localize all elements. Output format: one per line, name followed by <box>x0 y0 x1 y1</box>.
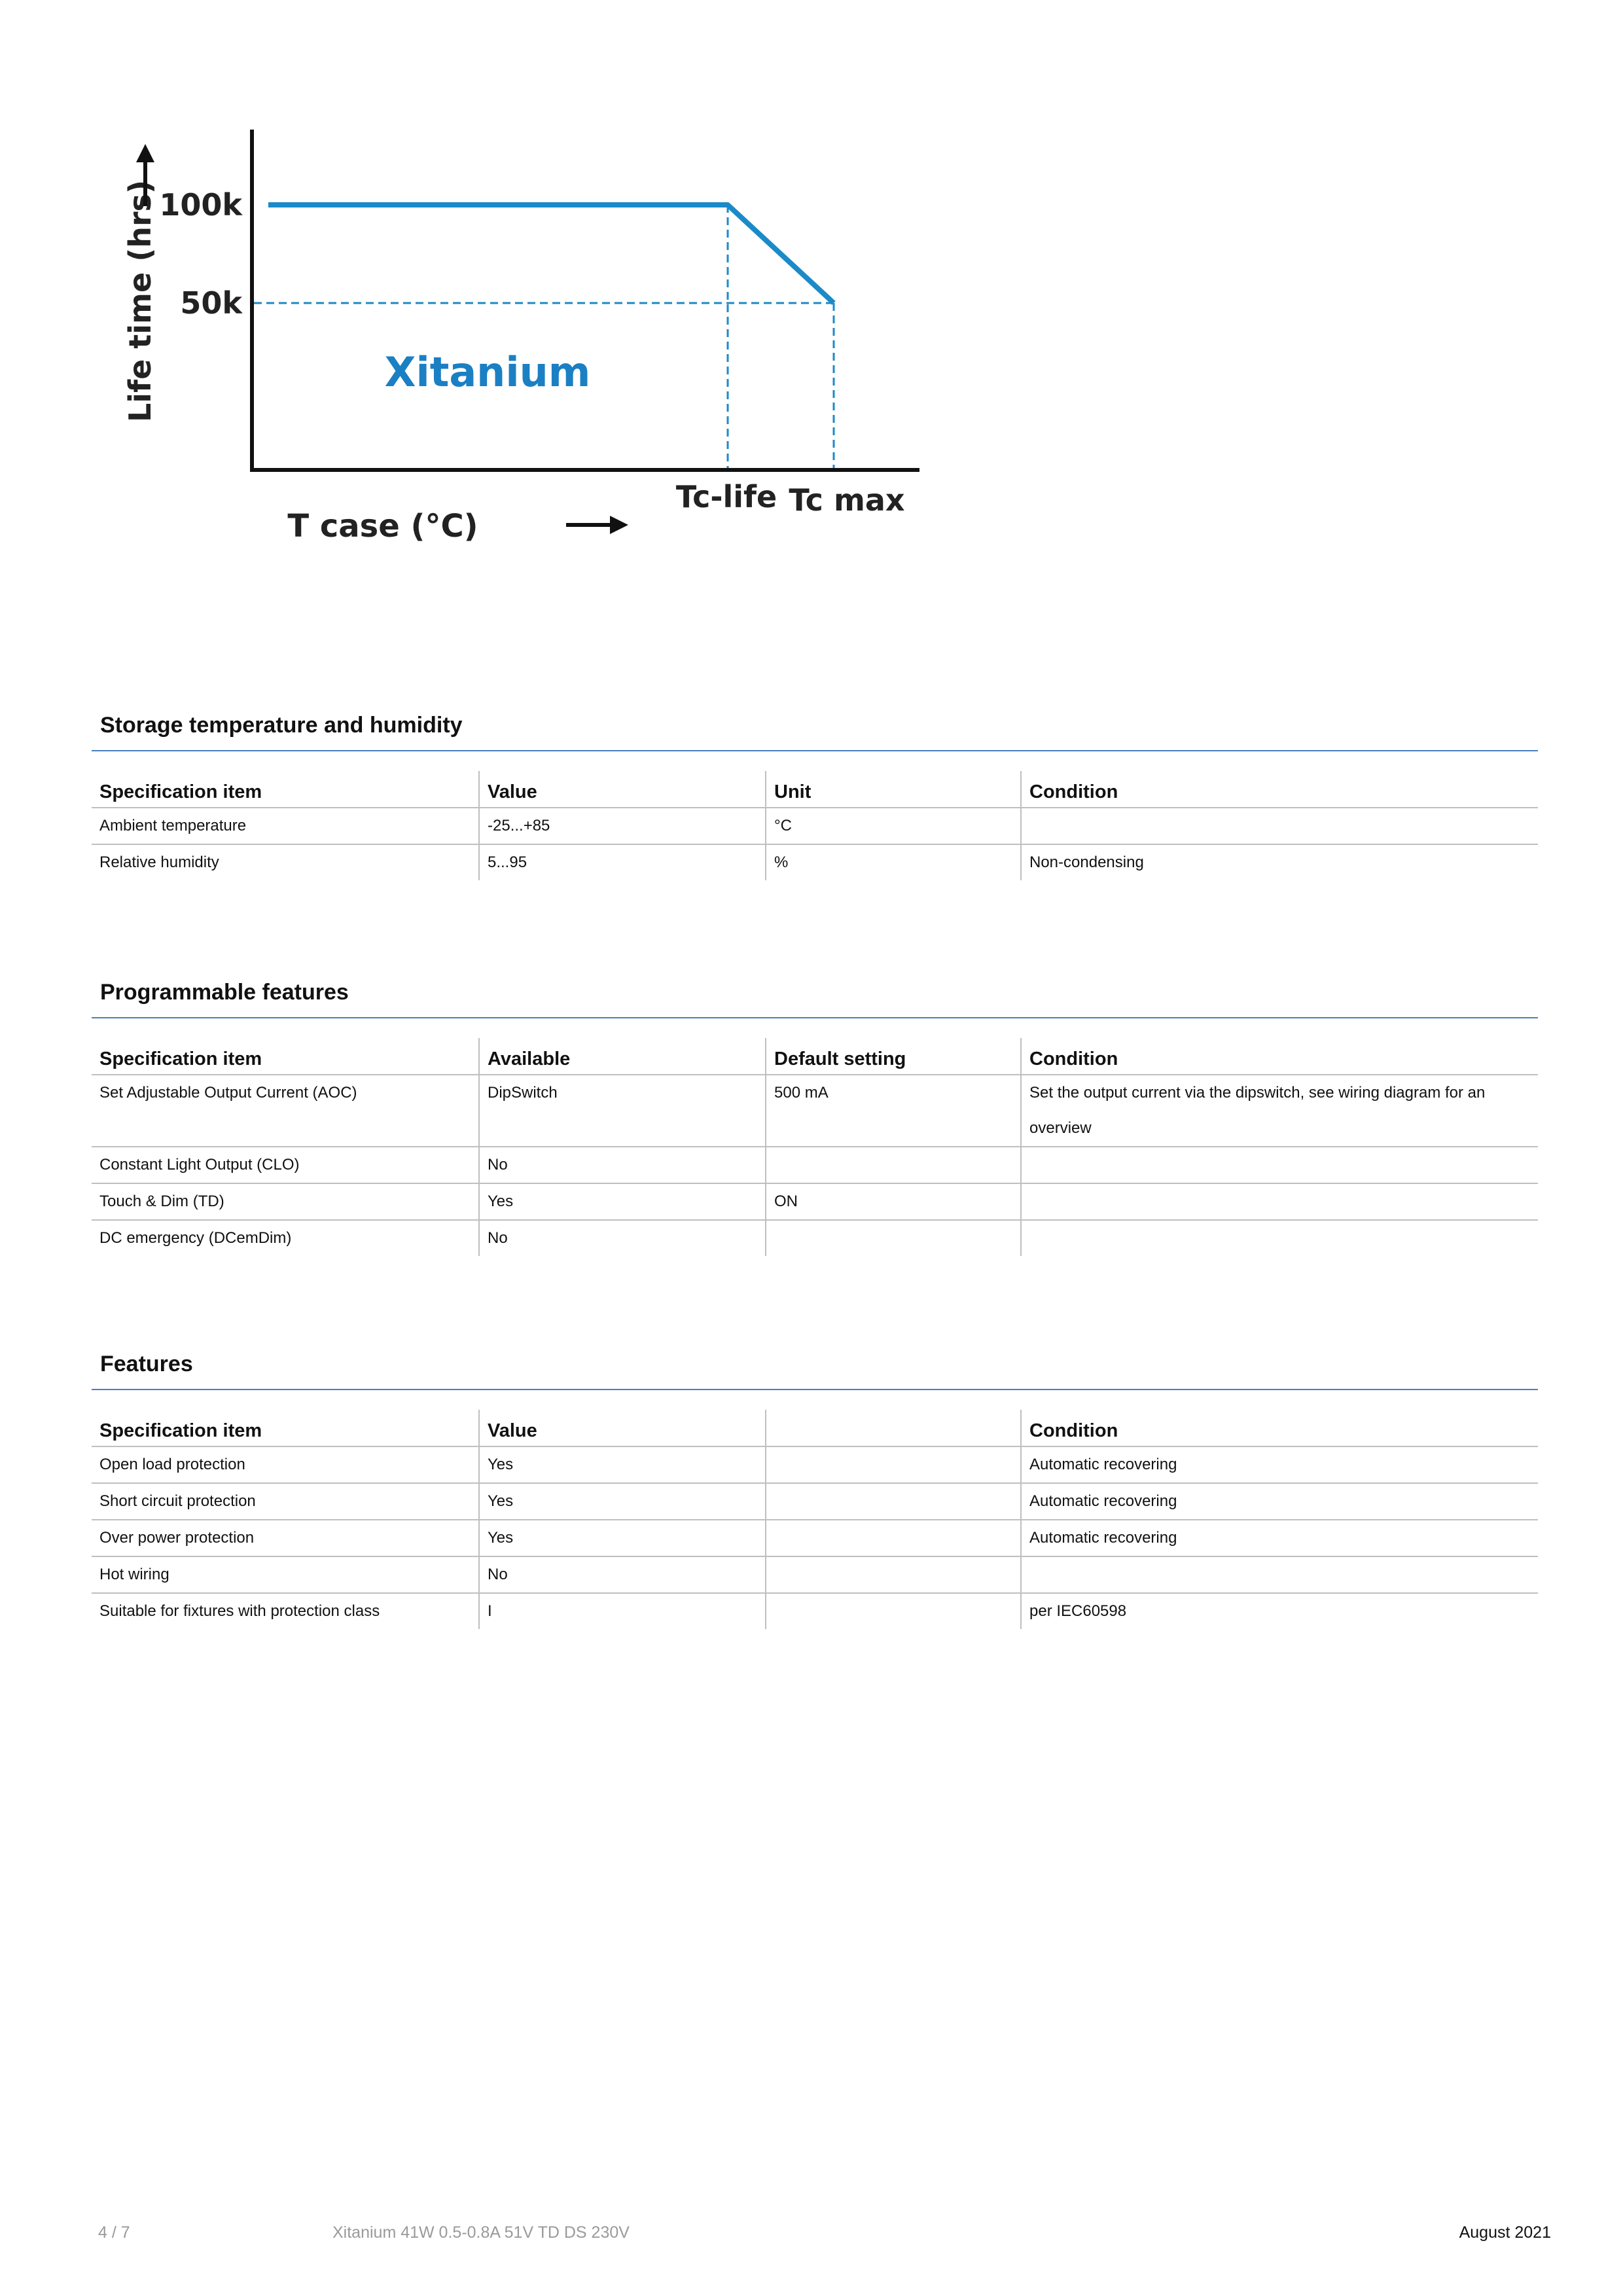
column-header: Value <box>479 771 766 808</box>
table-cell <box>1021 808 1538 844</box>
section-divider <box>92 1389 1538 1390</box>
section-divider <box>92 1017 1538 1018</box>
x-axis-arrow-icon <box>566 516 628 534</box>
brand-label: Xitanium <box>384 348 591 396</box>
table-cell: Yes <box>479 1183 766 1220</box>
storage-section <box>92 712 1538 880</box>
table-row <box>92 808 1538 844</box>
table-cell <box>766 1556 1021 1593</box>
table-cell: % <box>766 844 1021 880</box>
section-title: Storage temperature and humidity <box>100 713 463 738</box>
table-cell <box>1021 1556 1538 1593</box>
section-title: Programmable features <box>100 980 349 1005</box>
page-footer <box>98 2223 1551 2250</box>
table-row <box>92 1220 1538 1256</box>
y-axis-label: Life time (hrs) <box>122 179 158 422</box>
column-header <box>766 1410 1021 1446</box>
x-tick-label: Tc max <box>789 482 905 518</box>
table-header-row <box>92 1038 1538 1075</box>
table-row <box>92 1446 1538 1483</box>
table-cell: Non-condensing <box>1021 844 1538 880</box>
table-cell <box>766 1483 1021 1520</box>
table-cell: -25...+85 <box>479 808 766 844</box>
table-cell: °C <box>766 808 1021 844</box>
table-cell: Set the output current via the dipswitch, see wiring diagram for an overview <box>1021 1075 1538 1147</box>
table-row <box>92 1593 1538 1629</box>
table-cell: Ambient temperature <box>92 808 479 844</box>
table-row <box>92 1075 1538 1147</box>
y-tick-label: 50k <box>180 285 242 321</box>
section-title: Features <box>100 1352 193 1376</box>
table-cell: No <box>479 1556 766 1593</box>
table-cell <box>766 1520 1021 1556</box>
lifetime-series-line <box>268 205 834 303</box>
table-cell: I <box>479 1593 766 1629</box>
table-cell <box>766 1147 1021 1183</box>
column-header: Specification item <box>92 1410 479 1446</box>
table-cell: No <box>479 1147 766 1183</box>
table-cell: Yes <box>479 1483 766 1520</box>
table-cell: Automatic recovering <box>1021 1483 1538 1520</box>
column-header: Condition <box>1021 1038 1538 1075</box>
table-cell: No <box>479 1220 766 1256</box>
table-cell: Hot wiring <box>92 1556 479 1593</box>
table-cell: Suitable for fixtures with protection class <box>99 1602 380 1620</box>
document-date: August 2021 <box>1459 2223 1551 2242</box>
table-cell: Relative humidity <box>99 853 219 871</box>
column-header: Specification item <box>92 771 479 808</box>
table-row <box>92 1483 1538 1520</box>
table-cell: DC emergency (DCemDim) <box>99 1229 292 1247</box>
table-cell: 500 mA <box>766 1075 1021 1147</box>
table-header-row <box>92 771 1538 808</box>
table-row <box>92 1556 1538 1593</box>
table-cell: per IEC60598 <box>1021 1593 1538 1629</box>
table-cell: Touch & Dim (TD) <box>92 1183 479 1220</box>
column-header: Value <box>479 1410 766 1446</box>
x-axis-label: T case (°C) <box>287 508 478 545</box>
table-cell: ON <box>766 1183 1021 1220</box>
lifetime-chart <box>105 105 955 563</box>
table-cell: Yes <box>479 1446 766 1483</box>
table-row <box>92 844 1538 880</box>
table-row <box>92 1147 1538 1183</box>
programmable-section <box>92 979 1538 1256</box>
table-cell: Yes <box>479 1520 766 1556</box>
storage-table <box>92 771 1538 880</box>
column-header: Specification item <box>92 1038 479 1075</box>
features-section <box>92 1351 1538 1629</box>
table-cell: Automatic recovering <box>1021 1520 1538 1556</box>
column-header: Condition <box>1021 1410 1538 1446</box>
table-cell: Open load protection <box>92 1446 479 1483</box>
table-cell: Short circuit protection <box>92 1483 479 1520</box>
table-cell: DipSwitch <box>479 1075 766 1147</box>
y-tick-label: 100k <box>159 187 242 223</box>
page-number: 4 / 7 <box>98 2223 130 2242</box>
table-cell: Automatic recovering <box>1021 1446 1538 1483</box>
x-tick-label: Tc-life <box>675 479 777 514</box>
table-cell <box>766 1593 1021 1629</box>
document-name: Xitanium 41W 0.5-0.8A 51V TD DS 230V <box>332 2223 630 2242</box>
lifetime-chart-svg <box>105 105 955 563</box>
table-cell <box>1021 1220 1538 1256</box>
table-row <box>92 1520 1538 1556</box>
features-table <box>92 1410 1538 1629</box>
table-cell: 5...95 <box>479 844 766 880</box>
section-divider <box>92 750 1538 751</box>
table-cell <box>1021 1147 1538 1183</box>
table-cell: Over power protection <box>92 1520 479 1556</box>
table-header-row <box>92 1410 1538 1446</box>
programmable-table <box>92 1038 1538 1256</box>
column-header: Available <box>479 1038 766 1075</box>
table-row <box>92 1183 1538 1220</box>
table-cell <box>766 1220 1021 1256</box>
table-cell: Constant Light Output (CLO) <box>92 1147 479 1183</box>
table-cell: Set Adjustable Output Current (AOC) <box>92 1075 479 1147</box>
column-header: Condition <box>1021 771 1538 808</box>
column-header: Default setting <box>766 1038 1021 1075</box>
column-header: Unit <box>766 771 1021 808</box>
table-cell <box>766 1446 1021 1483</box>
table-cell <box>1021 1183 1538 1220</box>
